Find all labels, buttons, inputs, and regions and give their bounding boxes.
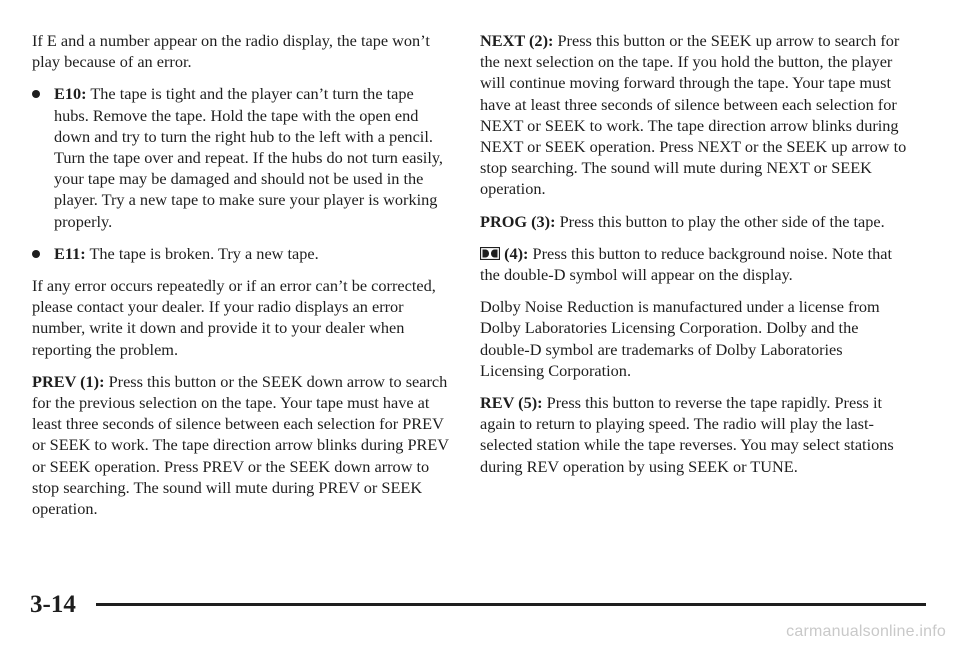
bullet-e11 (32, 243, 450, 264)
e10-term: E10: (54, 84, 87, 104)
prog-paragraph (480, 211, 910, 232)
next-text: Press this button or the SEEK up arrow to search for the next selection on the tape. If you hold the button, the player will continue moving forward through the tape. Your tape must have at least three seconds of silence between each selection for NEXT or SEEK to work. The tape direction arrow blinks during NEXT or SEEK operation. Press NEXT or the SEEK up arrow to stop searching. The sound will mute during NEXT or SEEK operation. (480, 31, 907, 199)
watermark: carmanualsonline.info (786, 623, 946, 640)
next-paragraph (480, 30, 910, 200)
prev-term: PREV (1): (32, 371, 105, 391)
left-column (32, 30, 450, 530)
e11-text: The tape is broken. Try a new tape. (85, 243, 319, 263)
rev-term: REV (5): (480, 393, 543, 413)
dolby-double-d-icon (480, 247, 500, 260)
page-number: 3-14 (30, 591, 76, 618)
rev-paragraph (480, 392, 910, 477)
bullet-dot-icon (32, 90, 40, 98)
footer-rule (96, 603, 926, 606)
prev-text: Press this button or the SEEK down arrow to search for the previous selection on the tape. Your tape must have at least three seconds of silence between each selection for PREV or SEEK to work. The tape direction arrow blinks during PREV or SEEK operation. Press PREV or the SEEK down arrow to stop searching. The sound will mute during PREV or SEEK operation. (32, 371, 449, 519)
dolby-term: (4): (500, 243, 529, 263)
rev-text: Press this button to reverse the tape rapidly. Press it again to return to playing speed. The radio will play the last-selected station while the tape reverses. You may select stations during REV operation by using SEEK or TUNE. (480, 393, 894, 476)
error-intro-paragraph: If E and a number appear on the radio display, the tape won’t play because of an error. (32, 31, 430, 72)
e10-text: The tape is tight and the player can’t turn the tape hubs. Remove the tape. Hold the tape with the open end down and try to turn the right hub to the left with a pencil. Turn the tape over and repeat. If the hubs do not turn easily, your tape may be damaged and should not be used in the player. Try a new tape to make sure your player is working properly. (54, 84, 443, 231)
bullet-dot-icon (32, 250, 40, 258)
prog-text: Press this button to play the other side of the tape. (555, 211, 885, 231)
dolby-license-paragraph: Dolby Noise Reduction is manufactured under a license from Dolby Laboratories Licensing Corporation. Dolby and the double-D symbol are trademarks of Dolby Laboratories Licensing Corporation. (480, 297, 880, 380)
dolby-text: Press this button to reduce background noise. Note that the double-D symbol will appear on the display. (480, 243, 893, 285)
prog-term: PROG (3): (480, 211, 556, 231)
repeat-error-paragraph: If any error occurs repeatedly or if an error can’t be corrected, please contact your dealer. If your radio displays an error number, write it down and provide it to your dealer when reporting the problem. (32, 276, 436, 359)
next-term: NEXT (2): (480, 31, 554, 50)
right-column (480, 30, 910, 488)
page-footer (30, 591, 900, 619)
e11-term: E11: (54, 243, 86, 263)
bullet-e10 (32, 83, 450, 231)
dolby-button-paragraph (480, 243, 910, 285)
prev-paragraph (32, 371, 450, 519)
